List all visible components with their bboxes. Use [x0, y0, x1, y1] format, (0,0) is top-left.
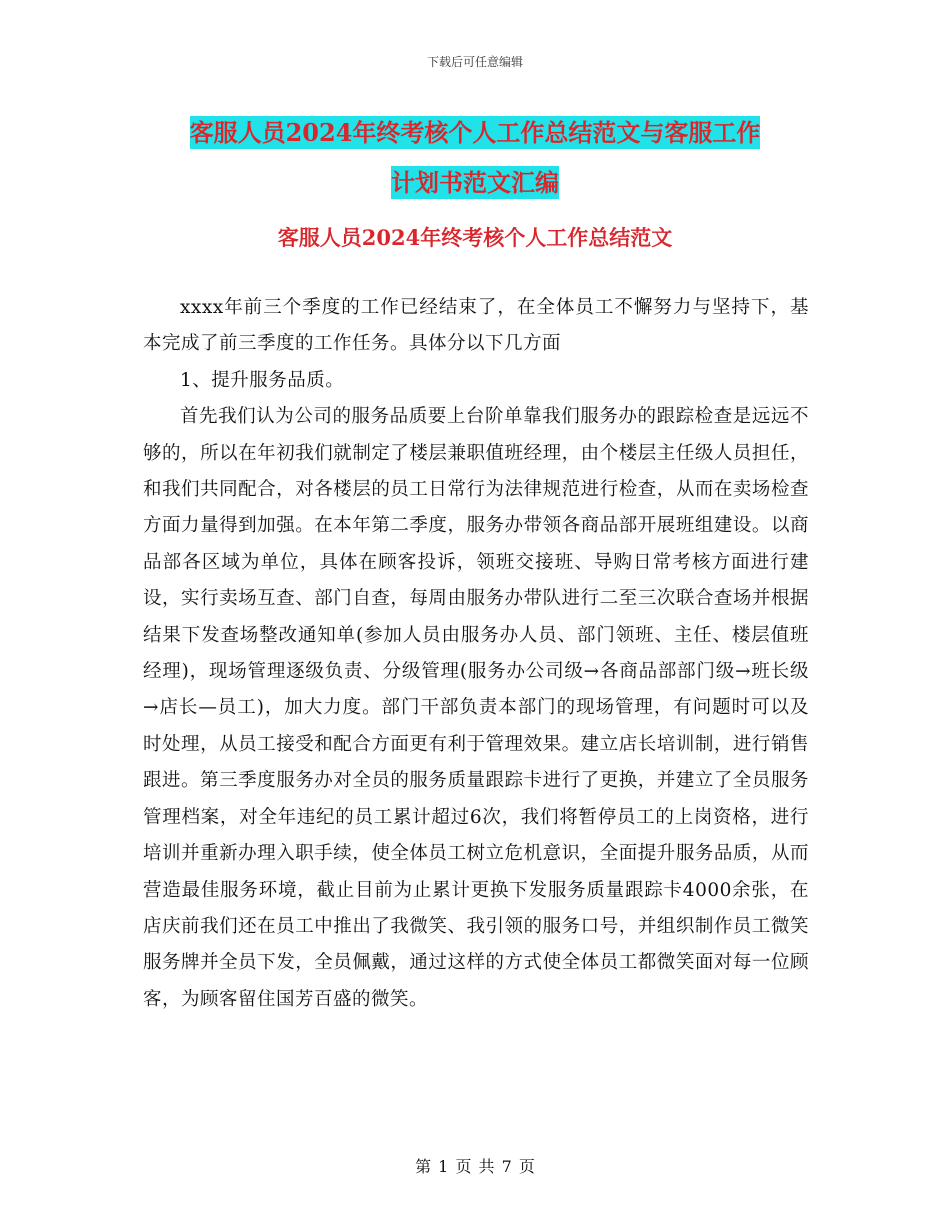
document-body: [143, 290, 809, 1018]
paragraph-intro: xxxx年前三个季度的工作已经结束了，在全体员工不懈努力与坚持下，基本完成了前三季度的工作任务。具体分以下几方面: [143, 297, 809, 355]
document-title-line-1: 客服人员2024年终考核个人工作总结范文与客服工作: [189, 118, 761, 147]
document-title: [0, 108, 950, 208]
document-title-line-2: 计划书范文汇编: [391, 168, 559, 197]
page-footer: 第 1 页 共 7 页: [415, 1157, 535, 1176]
paragraph-heading-1: 1、提升服务品质。: [180, 369, 345, 391]
paragraph-service-quality: 首先我们认为公司的服务品质要上台阶单靠我们服务办的跟踪检查是远远不够的，所以在年初我们就制定了楼层兼职值班经理，由个楼层主任级人员担任，和我们共同配合，对各楼层的员工日常行为法律规范进行检查，从而在卖场检查方面力量得到加强。在本年第二季度，服务办带领各商品部开展班组建设。以商品部各区域为单位，具体在顾客投诉，领班交接班、导购日常考核方面进行建设，实行卖场互查、部门自查，每周由服务办带队进行二至三次联合查场并根据结果下发查场整改通知单(参加人员由服务办人员、部门领班、主任、楼层值班经理)，现场管理逐级负责、分级管理(服务办公司级→各商品部部门级→班长级→店长—员工)，加大力度。部门干部负责本部门的现场管理，有问题时可以及时处理，从员工接受和配合方面更有利于管理效果。建立店长培训制，进行销售跟进。第三季度服务办对全员的服务质量跟踪卡进行了更换，并建立了全员服务管理档案，对全年违纪的员工累计超过6次，我们将暂停员工的上岗资格，进行培训并重新办理入职手续，使全体员工树立危机意识，全面提升服务品质，从而营造最佳服务环境，截止目前为止累计更换下发服务质量跟踪卡4000余张，在店庆前我们还在员工中推出了我微笑、我引领的服务口号，并组织制作员工微笑服务牌并全员下发，全员佩戴，通过这样的方式使全体员工都微笑面对每一位顾客，为顾客留住国芳百盛的微笑。: [143, 406, 809, 1010]
header-note: 下载后可任意编辑: [426, 55, 523, 69]
section-title: 客服人员2024年终考核个人工作总结范文: [277, 225, 673, 250]
